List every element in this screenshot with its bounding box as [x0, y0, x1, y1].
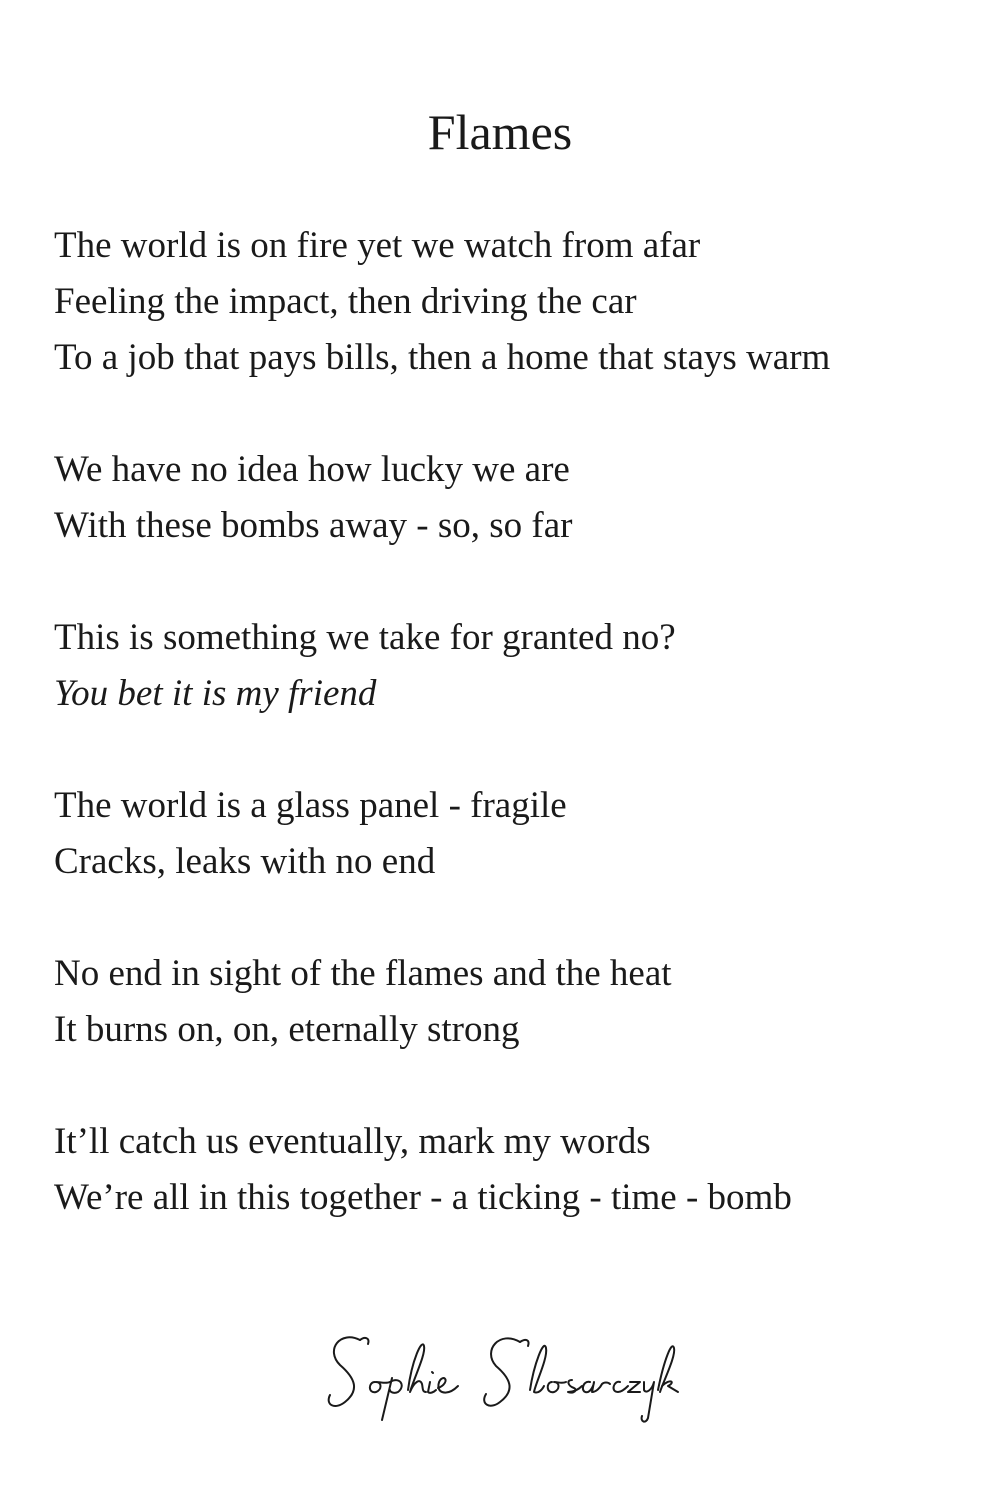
poem-stanza [54, 1114, 974, 1226]
poem-stanza [54, 610, 974, 722]
poem-line: To a job that pays bills, then a home that stays warm [54, 337, 831, 378]
poem-line: It’ll catch us eventually, mark my words [54, 1121, 651, 1162]
poem-stanza [54, 946, 974, 1058]
poem-stanza [54, 778, 974, 890]
signature-graphic [320, 1320, 690, 1430]
poem-line: We’re all in this together - a ticking - time - bomb [54, 1177, 792, 1218]
poem-line: This is something we take for granted no? [54, 617, 676, 658]
poem-line: Cracks, leaks with no end [54, 841, 436, 882]
poem-line: With these bombs away - so, so far [54, 505, 573, 546]
poem-stanza [54, 218, 974, 386]
poem-line: No end in sight of the flames and the heat [54, 953, 672, 994]
poem-line: Feeling the impact, then driving the car [54, 281, 637, 322]
poem-stanza [54, 442, 974, 554]
poem-line: The world is on fire yet we watch from afar [54, 225, 701, 266]
poem-line: The world is a glass panel - fragile [54, 785, 567, 826]
poem-title: Flames [427, 104, 573, 160]
signature-handwritten [320, 1320, 690, 1430]
poem-line: We have no idea how lucky we are [54, 449, 570, 490]
poem-body [54, 218, 974, 1282]
poem-line: You bet it is my friend [54, 673, 377, 714]
poem-line: It burns on, on, eternally strong [54, 1009, 520, 1050]
